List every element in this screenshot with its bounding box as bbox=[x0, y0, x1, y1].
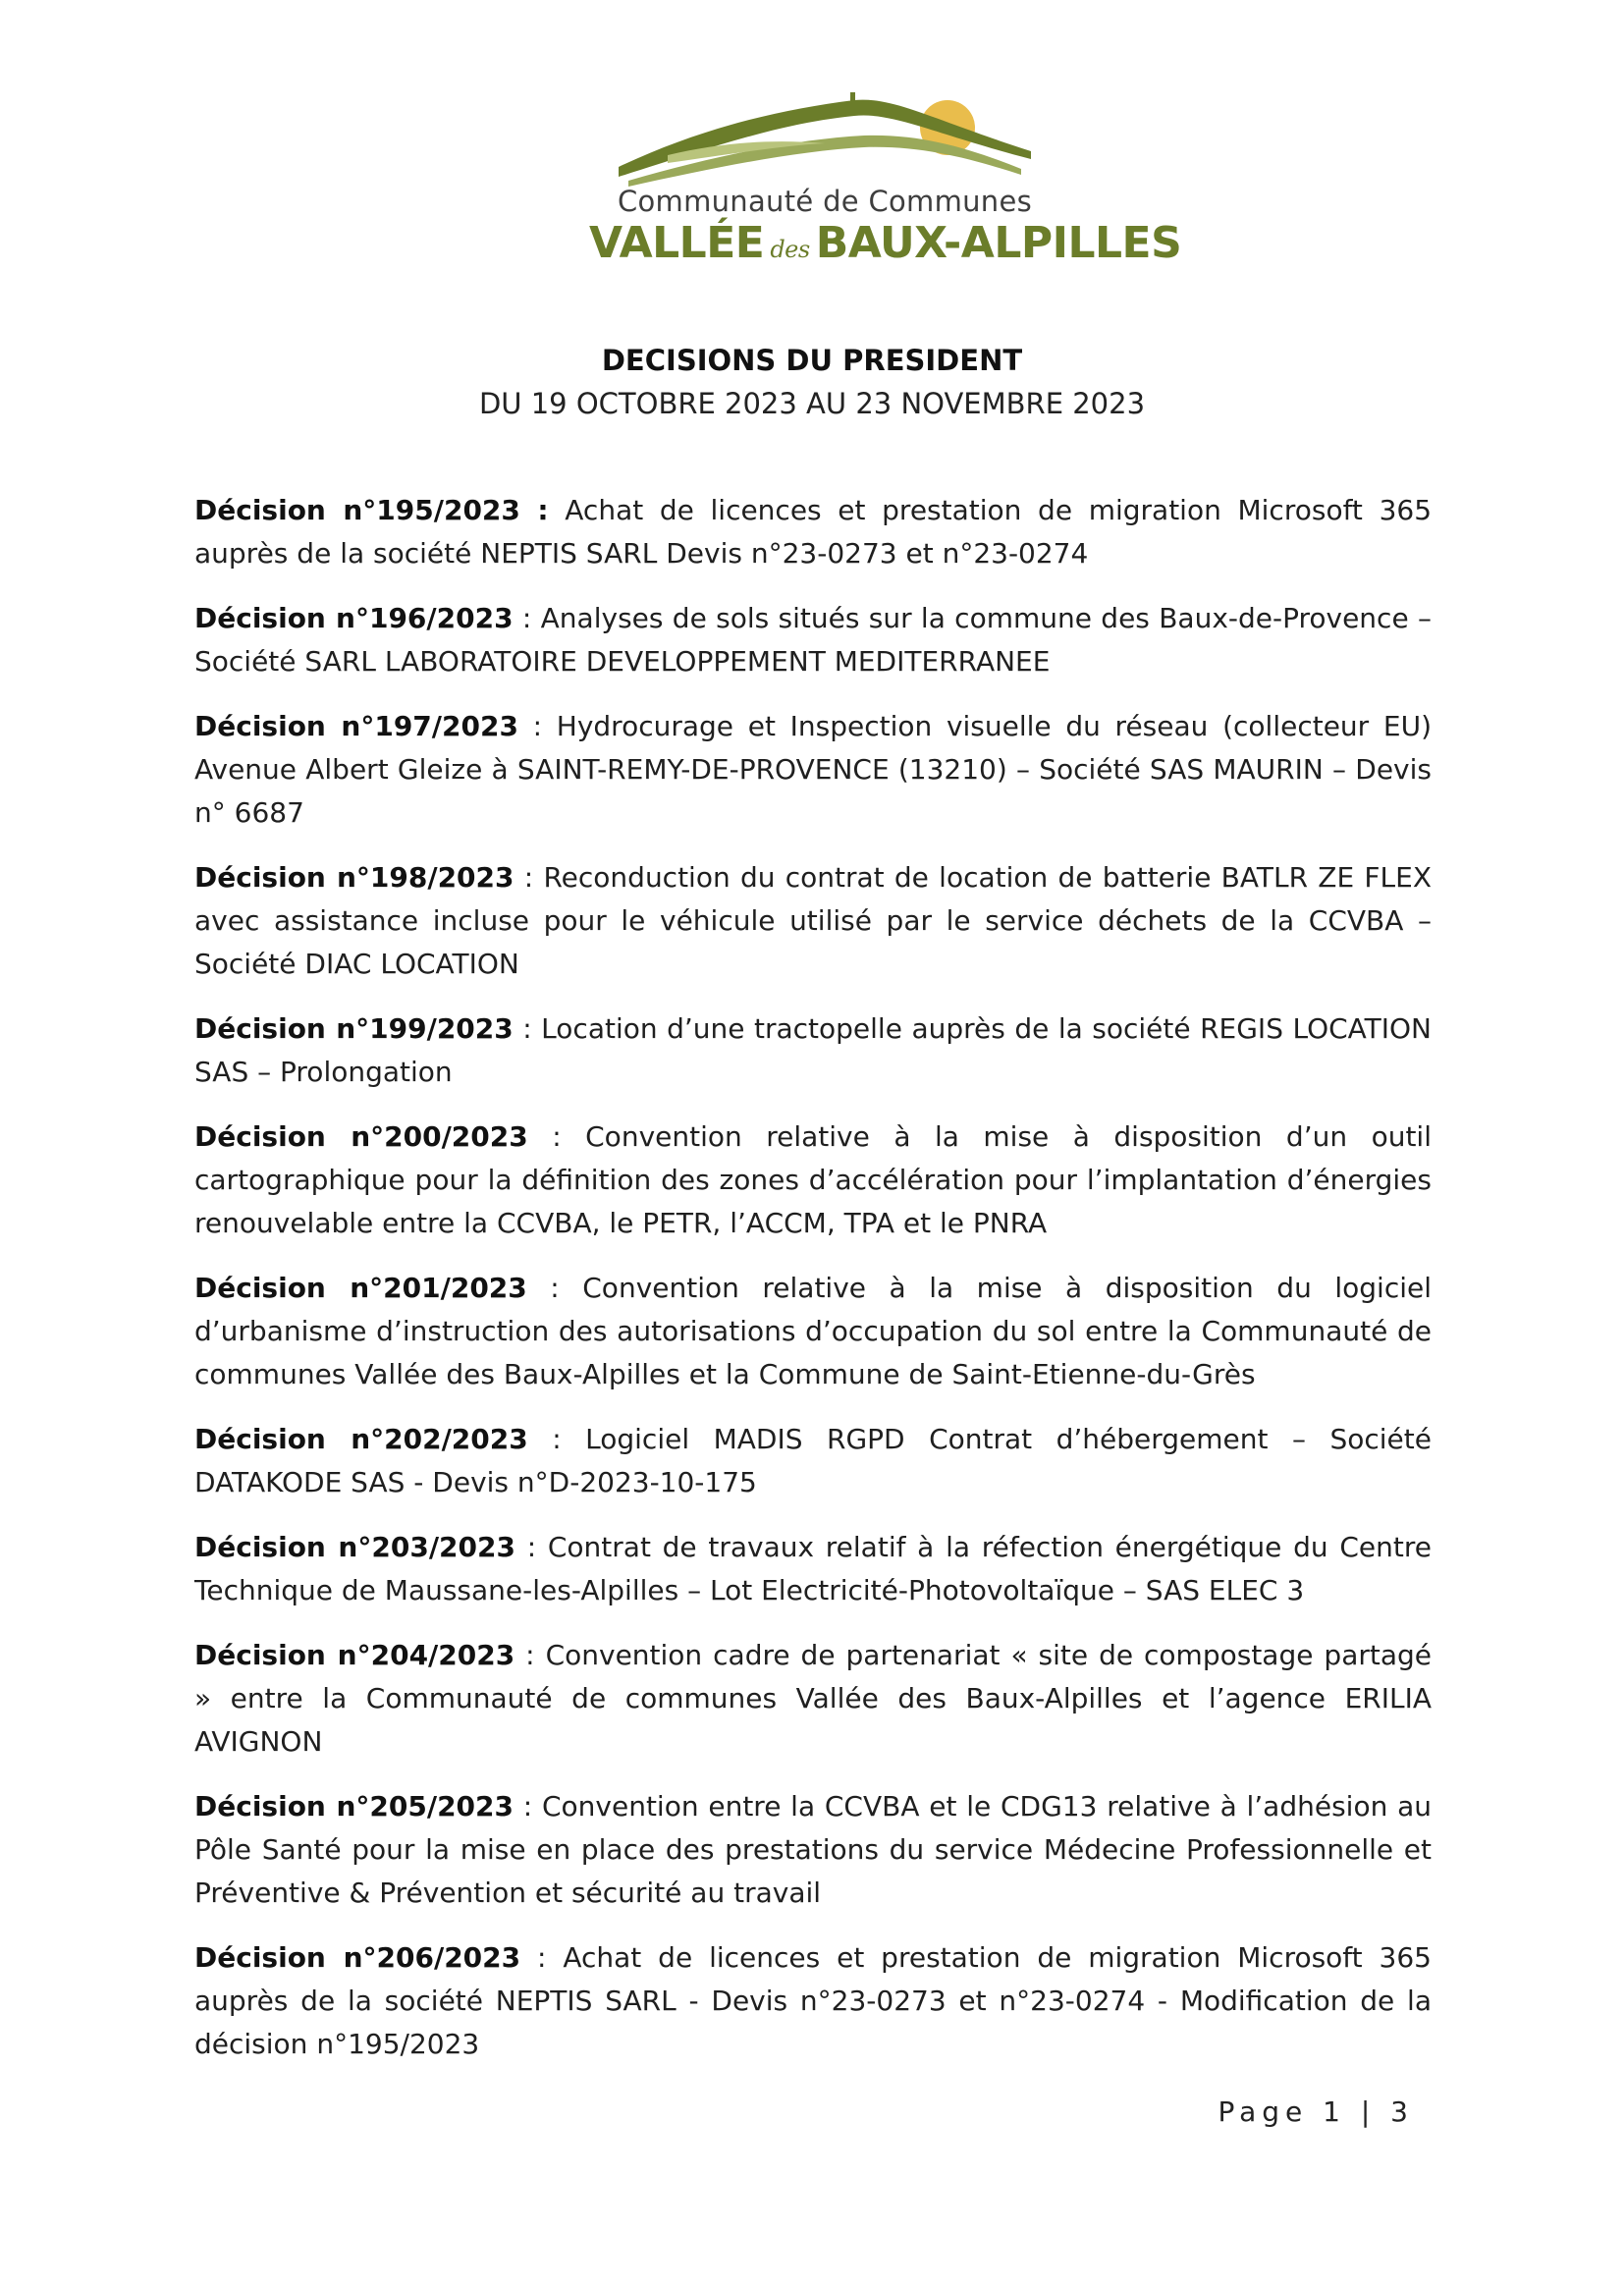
decision-text: : Achat de licences et prestation de migration Microsoft 365 auprès de la société NEPTIS SARL - Devis n°23-0273 et n°23-0274 - Modification de la décision n°195/2023 bbox=[194, 1941, 1432, 2060]
decision-number: Décision n°202/2023 bbox=[194, 1423, 528, 1455]
decision-number: Décision n°195/2023 : bbox=[194, 494, 549, 526]
decision-number: Décision n°205/2023 bbox=[194, 1790, 514, 1823]
document-title: DECISIONS DU PRESIDENT bbox=[601, 344, 1023, 377]
decision-item bbox=[194, 1936, 1432, 2066]
decision-text: Achat de licences et prestation de migration Microsoft 365 auprès de la société NEPTIS SARL Devis n°23-0273 et n°23-0274 bbox=[194, 494, 1433, 570]
decision-text: : Reconduction du contrat de location de batterie BATLR ZE FLEX avec assistance incluse pour le véhicule utilisé par le service déchets de la CCVBA – Société DIAC LOCATION bbox=[194, 861, 1432, 980]
decision-text: : Location d’une tractopelle auprès de la société REGIS LOCATION SAS – Prolongation bbox=[194, 1012, 1432, 1088]
logo-vallee: VALLÉE bbox=[589, 218, 765, 268]
decision-number: Décision n°206/2023 bbox=[194, 1941, 521, 1974]
decision-text: : Logiciel MADIS RGPD Contrat d’hébergement – Société DATAKODE SAS - Devis n°D-2023-10-175 bbox=[194, 1423, 1432, 1498]
decision-item bbox=[194, 1115, 1432, 1245]
decision-item bbox=[194, 1785, 1432, 1915]
logo bbox=[589, 90, 1182, 277]
decision-item bbox=[194, 1267, 1432, 1396]
decision-text: : Convention relative à la mise à disposition du logiciel d’urbanisme d’instruction des autorisations d’occupation du sol entre la Communauté de communes Vallée des Baux-Alpilles et la Commune de Saint-Etienne-du-Grès bbox=[194, 1272, 1432, 1390]
decision-number: Décision n°196/2023 bbox=[194, 602, 514, 634]
logo-line2 bbox=[589, 218, 1182, 268]
decision-number: Décision n°197/2023 bbox=[194, 710, 518, 742]
decision-text: : Contrat de travaux relatif à la réfection énergétique du Centre Technique de Maussane-les-Alpilles – Lot Electricité-Photovoltaïque – SAS ELEC 3 bbox=[194, 1531, 1432, 1606]
decision-number: Décision n°200/2023 bbox=[194, 1120, 528, 1153]
decision-list bbox=[194, 489, 1432, 2088]
decision-item bbox=[194, 1418, 1432, 1504]
decision-item bbox=[194, 1634, 1432, 1764]
logo-baux-alpilles: BAUX-ALPILLES bbox=[815, 218, 1182, 268]
decision-item bbox=[194, 489, 1432, 575]
decision-item bbox=[194, 597, 1432, 683]
decision-number: Décision n°201/2023 bbox=[194, 1272, 527, 1304]
decision-number: Décision n°199/2023 bbox=[194, 1012, 514, 1045]
decision-item bbox=[194, 705, 1432, 835]
logo-line1: Communauté de Communes bbox=[617, 185, 1033, 218]
page-number: Page 1 | 3 bbox=[1218, 2095, 1414, 2128]
decision-text: : Convention relative à la mise à disposition d’un outil cartographique pour la définition des zones d’accélération pour l’implantation d’énergies renouvelable entre la CCVBA, le PETR, l’ACCM, TPA et le PNRA bbox=[194, 1120, 1432, 1239]
hills-logo-icon bbox=[609, 90, 1041, 189]
decision-text: : Convention cadre de partenariat « site de compostage partagé » entre la Communauté de communes Vallée des Baux-Alpilles et l’agence ERILIA AVIGNON bbox=[194, 1639, 1433, 1758]
decision-number: Décision n°203/2023 bbox=[194, 1531, 515, 1563]
decision-text: : Hydrocurage et Inspection visuelle du réseau (collecteur EU) Avenue Albert Gleize à SAINT-REMY-DE-PROVENCE (13210) – Société SAS MAURIN – Devis n° 6687 bbox=[194, 710, 1432, 829]
decision-item bbox=[194, 1007, 1432, 1094]
decision-text: : Analyses de sols situés sur la commune des Baux-de-Provence – Société SARL LABORATOIRE DEVELOPPEMENT MEDITERRANEE bbox=[194, 602, 1432, 678]
decision-text: : Convention entre la CCVBA et le CDG13 relative à l’adhésion au Pôle Santé pour la mise en place des prestations du service Médecine Professionnelle et Préventive & Prévention et sécurité au travail bbox=[194, 1790, 1432, 1909]
decision-number: Décision n°204/2023 bbox=[194, 1639, 515, 1671]
logo-des: des bbox=[770, 236, 810, 263]
decision-item bbox=[194, 856, 1432, 986]
decision-item bbox=[194, 1526, 1432, 1612]
decision-number: Décision n°198/2023 bbox=[194, 861, 514, 894]
document-subtitle: DU 19 OCTOBRE 2023 AU 23 NOVEMBRE 2023 bbox=[478, 387, 1146, 420]
